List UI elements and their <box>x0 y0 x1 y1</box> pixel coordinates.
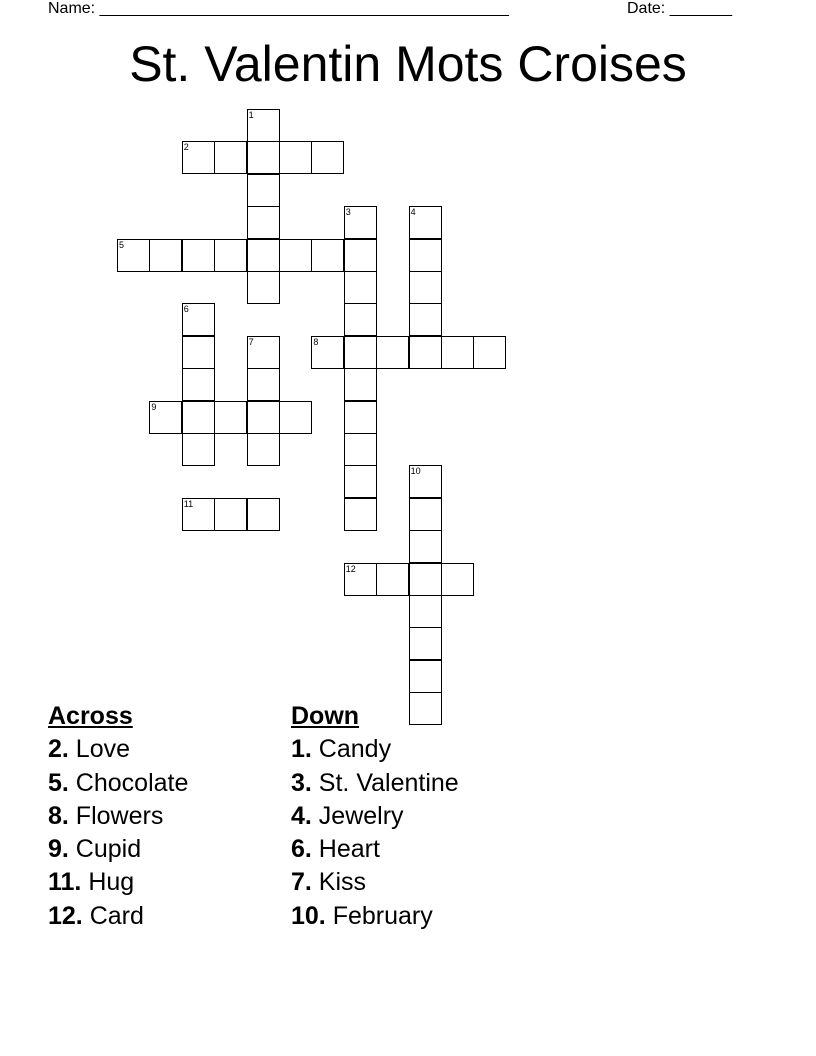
grid-cell[interactable] <box>279 401 312 434</box>
clue-text: Jewelry <box>311 801 404 830</box>
clue-text: February <box>325 901 433 930</box>
grid-cell[interactable] <box>409 530 442 563</box>
grid-cell[interactable] <box>376 336 409 369</box>
grid-cell[interactable] <box>214 401 247 434</box>
clue-number: 1. <box>291 735 312 764</box>
grid-cell[interactable] <box>409 595 442 628</box>
clue-number: 9. <box>48 835 69 864</box>
grid-cell[interactable] <box>247 239 280 272</box>
clue-number: 7. <box>291 868 312 897</box>
clue-text: St. Valentine <box>311 768 459 797</box>
grid-cell[interactable] <box>279 141 312 174</box>
grid-cell[interactable] <box>247 336 280 369</box>
grid-cell[interactable] <box>409 239 442 272</box>
clue-item <box>48 866 188 899</box>
grid-cell[interactable] <box>247 498 280 531</box>
clue-item <box>291 767 459 800</box>
down-clues <box>291 700 459 933</box>
clue-number-label: 5 <box>119 239 125 250</box>
grid-cell[interactable] <box>441 336 474 369</box>
clue-text: Flowers <box>68 801 164 830</box>
grid-cell[interactable] <box>182 336 215 369</box>
clue-number-label: 2 <box>183 142 189 153</box>
clue-number-label: 12 <box>345 563 356 574</box>
grid-cell[interactable] <box>344 303 377 336</box>
clue-text: Cupid <box>68 835 142 864</box>
grid-cell[interactable] <box>409 627 442 660</box>
grid-cell[interactable] <box>117 239 150 272</box>
grid-cell[interactable] <box>149 401 182 434</box>
clue-item <box>291 900 459 933</box>
grid-cell[interactable] <box>409 206 442 239</box>
grid-cell[interactable] <box>247 141 280 174</box>
grid-cell[interactable] <box>441 563 474 596</box>
clue-item <box>291 866 459 899</box>
grid-cell[interactable] <box>344 498 377 531</box>
clue-item <box>48 833 188 866</box>
clue-number: 8. <box>48 801 69 830</box>
clue-text: Love <box>68 735 131 764</box>
grid-cell[interactable] <box>247 271 280 304</box>
clue-number-label: 10 <box>410 466 421 477</box>
grid-cell[interactable] <box>409 303 442 336</box>
grid-cell[interactable] <box>409 498 442 531</box>
name-field[interactable]: Name: ______________________________________________ <box>48 0 509 17</box>
grid-cell[interactable] <box>182 303 215 336</box>
clue-number: 12. <box>48 901 83 930</box>
clue-number-label: 8 <box>313 336 319 347</box>
page-title: St. Valentin Mots Croises <box>129 36 687 92</box>
clue-item <box>48 733 188 766</box>
grid-cell[interactable] <box>311 336 344 369</box>
clue-number-label: 3 <box>345 207 351 218</box>
clue-number-label: 7 <box>248 336 254 347</box>
clue-item <box>291 733 459 766</box>
date-field[interactable]: Date: _______ <box>627 0 732 17</box>
clue-number-label: 4 <box>410 207 416 218</box>
grid-cell[interactable] <box>149 239 182 272</box>
grid-cell[interactable] <box>344 239 377 272</box>
grid-cell[interactable] <box>247 433 280 466</box>
across-heading: Across <box>48 702 133 730</box>
grid-cell[interactable] <box>182 141 215 174</box>
clue-text: Candy <box>311 735 392 764</box>
down-heading: Down <box>291 702 360 730</box>
clue-number: 4. <box>291 801 312 830</box>
clue-item <box>48 900 188 933</box>
clue-number: 5. <box>48 768 69 797</box>
clue-number: 11. <box>48 868 82 897</box>
clue-number: 3. <box>291 768 312 797</box>
clue-number-label: 6 <box>183 304 189 315</box>
grid-cell[interactable] <box>247 401 280 434</box>
clue-text: Kiss <box>311 868 367 897</box>
grid-cell[interactable] <box>311 239 344 272</box>
grid-cell[interactable] <box>247 109 280 142</box>
grid-cell[interactable] <box>247 368 280 401</box>
clue-item <box>291 833 459 866</box>
clue-number: 10. <box>291 901 326 930</box>
grid-cell[interactable] <box>311 141 344 174</box>
grid-cell[interactable] <box>344 336 377 369</box>
grid-cell[interactable] <box>409 660 442 693</box>
grid-cell[interactable] <box>344 563 377 596</box>
across-clues <box>48 700 188 933</box>
grid-cell[interactable] <box>409 271 442 304</box>
grid-cell[interactable] <box>214 141 247 174</box>
clue-item <box>291 800 459 833</box>
grid-cell[interactable] <box>344 465 377 498</box>
grid-cell[interactable] <box>344 368 377 401</box>
grid-cell[interactable] <box>409 563 442 596</box>
grid-cell[interactable] <box>409 336 442 369</box>
grid-cell[interactable] <box>279 239 312 272</box>
grid-cell[interactable] <box>182 368 215 401</box>
grid-cell[interactable] <box>247 174 280 207</box>
clue-number-label: 11 <box>183 498 194 509</box>
clue-number-label: 9 <box>151 401 157 412</box>
clue-text: Hug <box>81 868 135 897</box>
grid-cell[interactable] <box>247 206 280 239</box>
clue-number-label: 1 <box>248 110 254 120</box>
clue-text: Chocolate <box>68 768 189 797</box>
grid-cell[interactable] <box>409 465 442 498</box>
clue-number: 2. <box>48 735 69 764</box>
grid-cell[interactable] <box>344 401 377 434</box>
grid-cell[interactable] <box>473 336 506 369</box>
clue-item <box>48 767 188 800</box>
grid-cell[interactable] <box>182 433 215 466</box>
grid-cell[interactable] <box>376 563 409 596</box>
clue-text: Heart <box>311 835 380 864</box>
grid-cell[interactable] <box>182 401 215 434</box>
grid-cell[interactable] <box>344 271 377 304</box>
grid-cell[interactable] <box>182 498 215 531</box>
grid-cell[interactable] <box>344 433 377 466</box>
clue-text: Card <box>82 901 144 930</box>
clue-number: 6. <box>291 835 312 864</box>
clue-item <box>48 800 188 833</box>
grid-cell[interactable] <box>214 239 247 272</box>
grid-cell[interactable] <box>182 239 215 272</box>
grid-cell[interactable] <box>344 206 377 239</box>
grid-cell[interactable] <box>214 498 247 531</box>
